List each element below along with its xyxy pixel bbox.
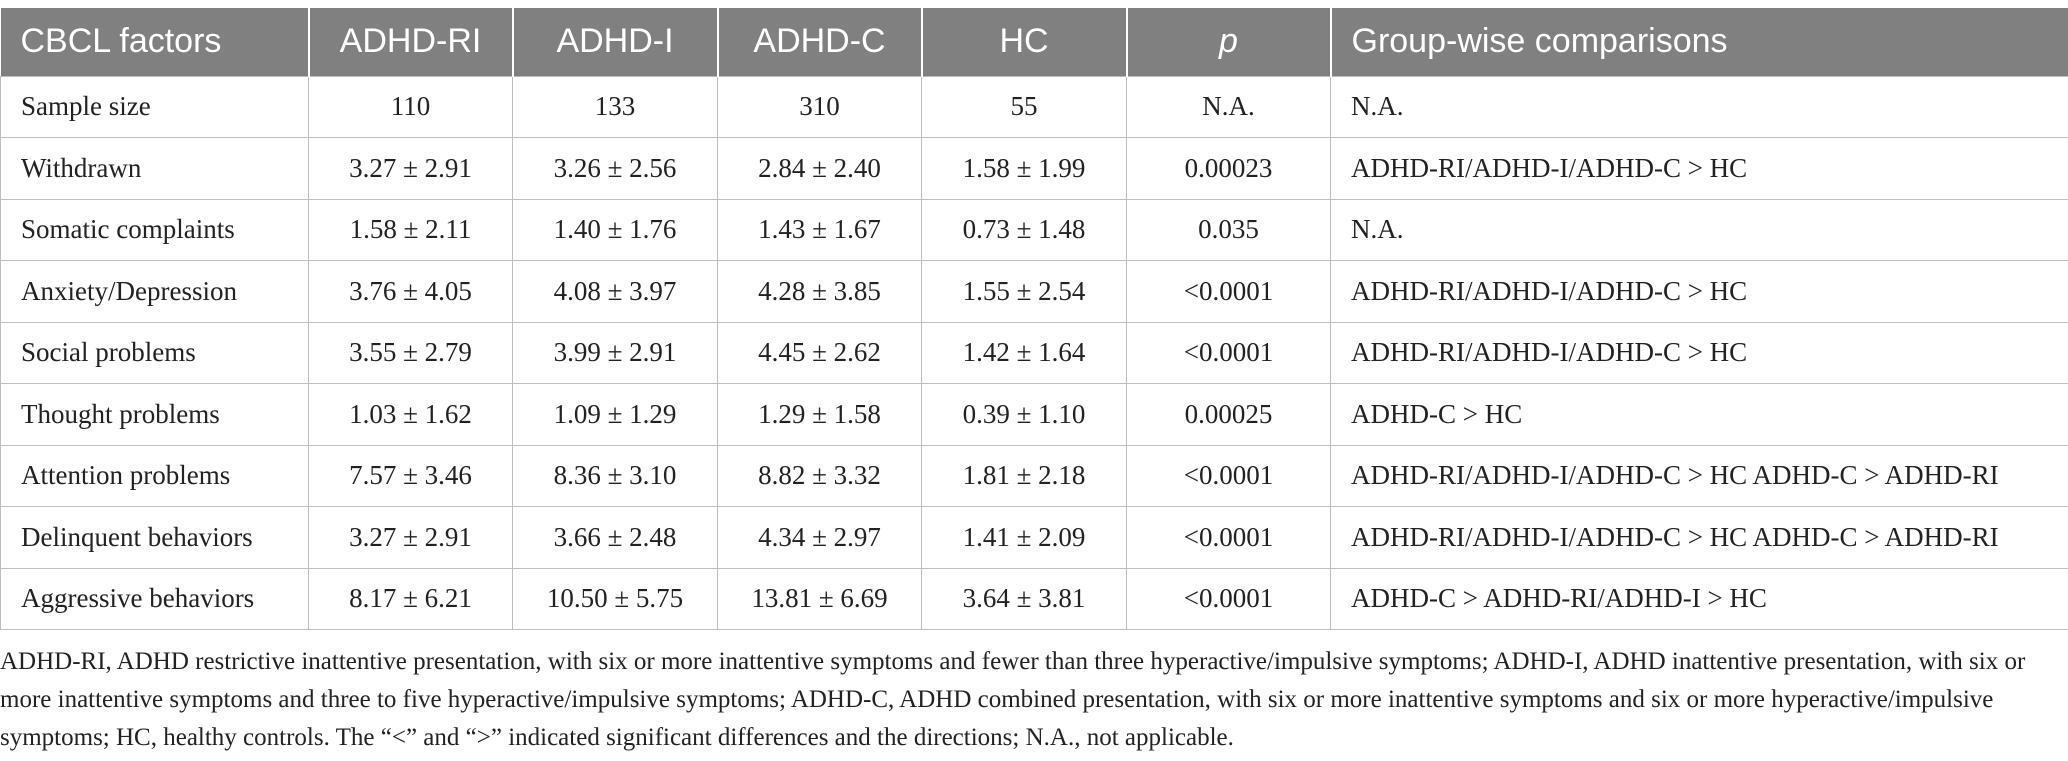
cell-adhd-ri: 7.57 ± 3.46 [309,445,513,507]
cell-adhd-i: 4.08 ± 3.97 [513,261,718,323]
cell-adhd-ri: 1.03 ± 1.62 [309,384,513,446]
cell-adhd-ri: 3.76 ± 4.05 [309,261,513,323]
cell-factor: Sample size [1,76,309,138]
cell-hc: 3.64 ± 3.81 [922,568,1127,630]
cell-adhd-c: 1.43 ± 1.67 [718,199,922,261]
cell-hc: 1.81 ± 2.18 [922,445,1127,507]
table-row [1,76,2068,138]
cell-adhd-ri: 3.27 ± 2.91 [309,138,513,200]
cell-hc: 1.42 ± 1.64 [922,322,1127,384]
cell-p-value: <0.0001 [1127,445,1331,507]
table-row [1,138,2068,200]
table-row [1,261,2068,323]
cell-factor: Anxiety/Depression [1,261,309,323]
table-container [0,8,2068,630]
header-adhd-ri: ADHD-RI [309,8,513,76]
cell-adhd-ri: 3.27 ± 2.91 [309,507,513,569]
cell-adhd-ri: 110 [309,76,513,138]
header-row [1,8,2068,76]
cell-hc: 0.73 ± 1.48 [922,199,1127,261]
cell-hc: 0.39 ± 1.10 [922,384,1127,446]
cell-p-value: 0.035 [1127,199,1331,261]
cell-adhd-i: 10.50 ± 5.75 [513,568,718,630]
cell-comparison: ADHD-RI/ADHD-I/ADHD-C > HC ADHD-C > ADHD-RI [1331,445,2068,507]
table-row [1,199,2068,261]
table-row [1,568,2068,630]
cell-hc: 1.55 ± 2.54 [922,261,1127,323]
cell-comparison: ADHD-RI/ADHD-I/ADHD-C > HC [1331,261,2068,323]
cell-adhd-c: 13.81 ± 6.69 [718,568,922,630]
cell-comparison: ADHD-RI/ADHD-I/ADHD-C > HC ADHD-C > ADHD-RI [1331,507,2068,569]
cell-adhd-c: 1.29 ± 1.58 [718,384,922,446]
header-adhd-i: ADHD-I [513,8,718,76]
table-footnote: ADHD-RI, ADHD restrictive inattentive presentation, with six or more inattentive symptoms and fewer than three hyperactive/impulsive symptoms; ADHD-I, ADHD inattentive presentation, with six or more inattentive symptoms and three to five hyperactive/impulsive symptoms; ADHD-C, ADHD combined presentation, with six or more inattentive symptoms and six or more hyperactive/impulsive symptoms; HC, healthy controls. The “<” and “>” indicated significant differences and the directions; N.A., not applicable. [0,648,2026,751]
cell-comparison: ADHD-RI/ADHD-I/ADHD-C > HC [1331,322,2068,384]
cell-adhd-i: 1.40 ± 1.76 [513,199,718,261]
cell-adhd-i: 3.99 ± 2.91 [513,322,718,384]
cell-adhd-c: 4.45 ± 2.62 [718,322,922,384]
table-row [1,322,2068,384]
cell-adhd-ri: 1.58 ± 2.11 [309,199,513,261]
cell-hc: 1.41 ± 2.09 [922,507,1127,569]
cell-p-value: <0.0001 [1127,261,1331,323]
cell-comparison: ADHD-RI/ADHD-I/ADHD-C > HC [1331,138,2068,200]
header-cbcl-factors: CBCL factors [1,8,309,76]
table-row [1,507,2068,569]
cell-adhd-c: 8.82 ± 3.32 [718,445,922,507]
cell-p-value: 0.00023 [1127,138,1331,200]
cell-p-value: <0.0001 [1127,568,1331,630]
cell-adhd-c: 310 [718,76,922,138]
header-adhd-c: ADHD-C [718,8,922,76]
cell-p-value: N.A. [1127,76,1331,138]
cell-adhd-c: 2.84 ± 2.40 [718,138,922,200]
cell-comparison: N.A. [1331,76,2068,138]
header-group-wise-comparisons: Group-wise comparisons [1331,8,2068,76]
cell-factor: Somatic complaints [1,199,309,261]
cell-adhd-i: 8.36 ± 3.10 [513,445,718,507]
cell-factor: Withdrawn [1,138,309,200]
cell-p-value: <0.0001 [1127,322,1331,384]
table-row [1,384,2068,446]
cell-p-value: 0.00025 [1127,384,1331,446]
header-hc: HC [922,8,1127,76]
cell-adhd-c: 4.34 ± 2.97 [718,507,922,569]
cell-adhd-i: 133 [513,76,718,138]
cell-p-value: <0.0001 [1127,507,1331,569]
cell-factor: Attention problems [1,445,309,507]
cell-factor: Thought problems [1,384,309,446]
cell-hc: 1.58 ± 1.99 [922,138,1127,200]
cell-factor: Aggressive behaviors [1,568,309,630]
cbcl-factors-table [0,8,2068,630]
cell-adhd-i: 3.26 ± 2.56 [513,138,718,200]
cell-comparison: ADHD-C > ADHD-RI/ADHD-I > HC [1331,568,2068,630]
header-p-value: p [1127,8,1331,76]
cell-comparison: N.A. [1331,199,2068,261]
cell-factor: Social problems [1,322,309,384]
cell-factor: Delinquent behaviors [1,507,309,569]
cell-adhd-ri: 3.55 ± 2.79 [309,322,513,384]
cell-adhd-c: 4.28 ± 3.85 [718,261,922,323]
cell-hc: 55 [922,76,1127,138]
cell-adhd-i: 3.66 ± 2.48 [513,507,718,569]
table-row [1,445,2068,507]
cell-adhd-i: 1.09 ± 1.29 [513,384,718,446]
cell-adhd-ri: 8.17 ± 6.21 [309,568,513,630]
cell-comparison: ADHD-C > HC [1331,384,2068,446]
